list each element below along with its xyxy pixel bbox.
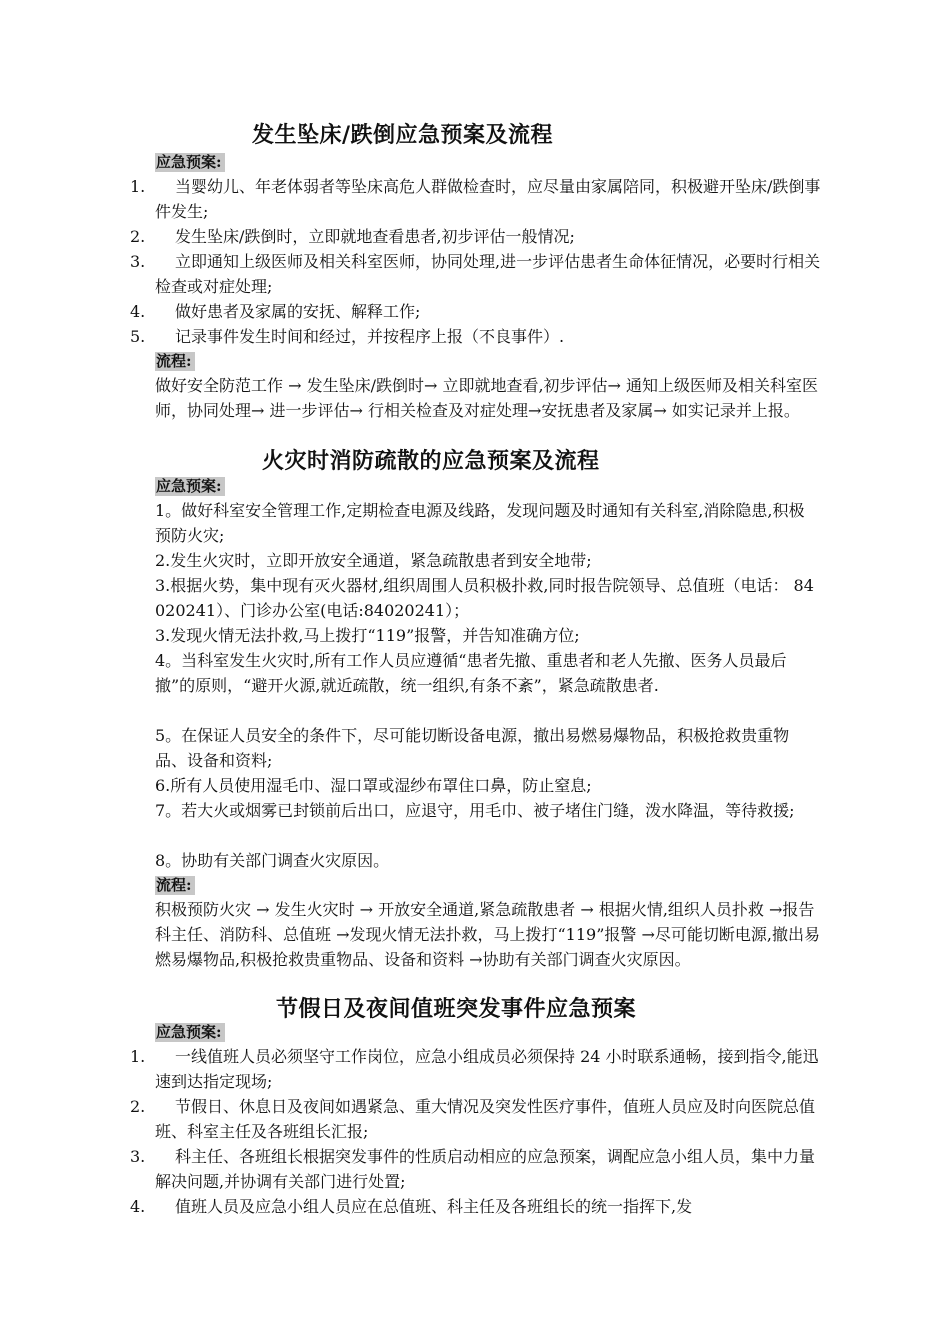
list-item [130,1044,830,1094]
item-number: 3. [130,1147,146,1166]
flow-text: 做好安全防范工作 → 发生坠床/跌倒时→ 立即就地查看,初步评估→ 通知上级医师及相关科室医师，协同处理→ 进一步评估→ 行相关检查及对症处理→安抚患者及家属→ 如实记录并上报。 [155,376,819,420]
list-item [130,1094,830,1144]
item-text: 做好患者及家属的安抚、解释工作; [175,302,421,321]
list-item: 4。当科室发生火灾时,所有工作人员应遵循“患者先撤、重患者和老人先撤、医务人员最后撤”的原则，“避开火源,就近疏散，统一组织,有条不紊”，紧急疏散患者. [155,651,787,695]
list-item: 7。若大火或烟雾已封锁前后出口，应退守，用毛巾、被子堵住门缝，泼水降温，等待救援; [155,801,795,820]
list-item [130,1144,830,1194]
list-item [130,174,830,224]
list-item [130,324,830,349]
list-item [130,249,830,299]
item-number: 3. [130,252,146,271]
item-text: 节假日、休息日及夜间如遇紧急、重大情况及突发性医疗事件，值班人员应及时向医院总值班、科室主任及各班组长汇报; [155,1097,816,1141]
item-number: 1. [130,177,146,196]
flow-label: 流程: [155,352,195,371]
list-item: 3.发现火情无法扑救,马上拨打“119”报警，并告知准确方位; [155,626,580,645]
list-item [130,299,830,324]
item-text: 立即通知上级医师及相关科室医师，协同处理,进一步评估患者生命体征情况，必要时行相关检查或对症处理; [155,252,821,296]
item-number: 2. [130,1097,146,1116]
list-item: 2.发生火灾时，立即开放安全通道，紧急疏散患者到安全地带; [155,551,592,570]
emergency-plan-label: 应急预案: [155,1023,225,1042]
item-number: 2. [130,227,146,246]
flow-label: 流程: [155,876,195,895]
item-text: 科主任、各班组长根据突发事件的性质启动相应的应急预案，调配应急小组人员，集中力量解决问题,并协调有关部门进行处置; [155,1147,816,1191]
list-item [130,224,830,249]
list-item: 6.所有人员使用湿毛巾、湿口罩或湿纱布罩住口鼻，防止窒息; [155,776,592,795]
list-item [130,1194,830,1219]
item-number: 1. [130,1047,146,1066]
item-text: 记录事件发生时间和经过，并按程序上报（不良事件）. [175,327,565,346]
list-item: 1。做好科室安全管理工作,定期检查电源及线路，发现问题及时通知有关科室,消除隐患,积极预防火灾; [155,501,805,545]
emergency-plan-label: 应急预案: [155,477,225,496]
item-text: 发生坠床/跌倒时，立即就地查看患者,初步评估一般情况; [175,227,575,246]
list-item: 8。协助有关部门调查火灾原因。 [155,851,390,870]
item-text: 值班人员及应急小组人员应在总值班、科主任及各班组长的统一指挥下,发 [175,1197,693,1216]
item-number: 4. [130,302,146,321]
flow-text: 积极预防火灾 → 发生火灾时 → 开放安全通道,紧急疏散患者 → 根据火情,组织人员扑救 →报告科主任、消防科、总值班 →发现火情无法扑救，马上拨打“119”报警 →尽可能切断电源,撤出易燃易爆物品,积极抢救贵重物品、设备和资料 →协助有关部门调查火灾原因。 [155,900,820,969]
emergency-plan-label: 应急预案: [155,153,225,172]
item-text: 一线值班人员必须坚守工作岗位，应急小组成员必须保持 24 小时联系通畅，接到指令,能迅速到达指定现场; [155,1047,819,1091]
item-number: 4. [130,1197,146,1216]
section-title-fall: 发生坠床/跌倒应急预案及流程 [252,122,554,148]
item-number: 5. [130,327,146,346]
list-item: 3.根据火势，集中现有灭火器材,组织周围人员积极扑救,同时报告院领导、总值班（电话： 84020241）、门诊办公室(电话:84020241）； [155,576,814,620]
section-title-holiday: 节假日及夜间值班突发事件应急预案 [276,996,637,1022]
list-item: 5。在保证人员安全的条件下，尽可能切断设备电源，撤出易燃易爆物品，积极抢救贵重物品、设备和资料; [155,726,790,770]
section-title-fire: 火灾时消防疏散的应急预案及流程 [262,448,600,474]
item-text: 当婴幼儿、年老体弱者等坠床高危人群做检查时，应尽量由家属陪同，积极避开坠床/跌倒事件发生; [155,177,821,221]
